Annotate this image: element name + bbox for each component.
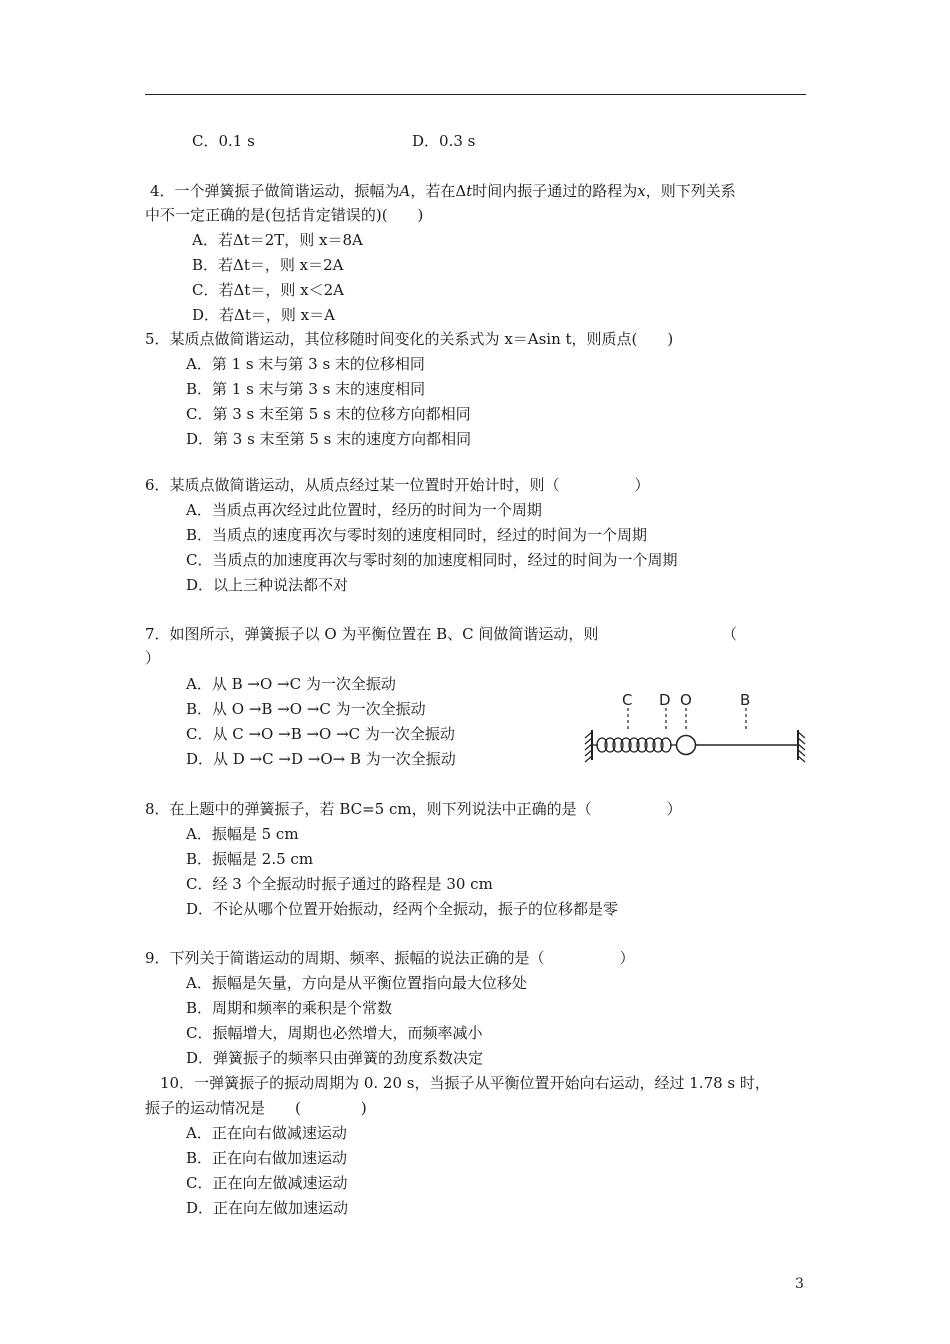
q7-option-d: D．从 D →C →D →O→ B 为一次全振动 [186,750,456,768]
q10-option-d: D．正在向左做加速运动 [186,1199,349,1217]
q7-stem: 7．如图所示，弹簧振子以 O 为平衡位置在 B、C 间做简谐运动，则 [145,625,599,643]
q4-option-d: D．若Δt＝，则 x＝A [192,306,335,324]
q8-stem: 8．在上题中的弹簧振子，若 BC=5 cm，则下列说法中正确的是（ ） [145,800,682,818]
q7-option-b: B．从 O →B →O →C 为一次全振动 [186,700,426,718]
q9-option-b: B．周期和频率的乘积是个常数 [186,999,393,1017]
q7-option-c: C．从 C →O →B →O →C 为一次全振动 [186,725,455,743]
label-c: C [622,691,633,709]
q3-option-d: D．0.3 s [412,132,476,150]
q8-option-a: A．振幅是 5 cm [186,825,299,843]
q6-option-b: B．当质点的速度再次与零时刻的速度相同时，经过的时间为一个周期 [186,526,648,544]
q10-option-b: B．正在向右做加速运动 [186,1149,348,1167]
q7-paren-close: ） [145,649,161,667]
header-rule [145,94,806,95]
q6-option-a: A．当质点再次经过此位置时，经历的时间为一个周期 [186,501,542,519]
q4-option-b: B．若Δt＝，则 x＝2A [192,256,344,274]
q10-option-c: C．正在向左做减速运动 [186,1174,348,1192]
spring [592,738,677,752]
q7-paren-open: （ [722,625,738,643]
q4-stem-line2: 中不一定正确的是(包括肯定错误的)( ) [145,206,424,224]
q10-option-a: A．正在向右做减速运动 [186,1124,347,1142]
label-o: O [680,691,692,709]
q6-stem: 6．某质点做简谐运动，从质点经过某一位置时开始计时，则（ ） [145,476,650,494]
q8-option-c: C．经 3 个全振动时振子通过的路程是 30 cm [186,875,493,893]
page-number: 3 [795,1276,804,1292]
q4-option-c: C．若Δt＝，则 x＜2A [192,281,344,299]
label-d: D [659,691,671,709]
q4-stem-line1: 4．一个弹簧振子做简谐运动，振幅为A，若在Δt时间内振子通过的路程为x，则下列关系 [150,182,736,200]
q6-option-d: D．以上三种说法都不对 [186,576,349,594]
q10-stem-line1: 10．一弹簧振子的振动周期为 0. 20 s，当振子从平衡位置开始向右运动，经过 1.78 s 时， [160,1074,770,1092]
q3-option-c: C．0.1 s [192,132,255,150]
label-b: B [740,691,751,709]
q5-option-a: A．第 1 s 末与第 3 s 末的位移相同 [186,355,425,373]
q10-stem-line2: 振子的运动情况是 ( ) [145,1099,367,1117]
position-markers [628,708,746,732]
q5-option-b: B．第 1 s 末与第 3 s 末的速度相同 [186,380,426,398]
q9-option-d: D．弹簧振子的频率只由弹簧的劲度系数决定 [186,1049,484,1067]
q9-option-a: A．振幅是矢量，方向是从平衡位置指向最大位移处 [186,974,527,992]
q8-option-b: B．振幅是 2.5 cm [186,850,314,868]
q6-option-c: C．当质点的加速度再次与零时刻的加速度相同时，经过的时间为一个周期 [186,551,678,569]
right-wall-hatch [798,732,805,762]
q9-stem: 9．下列关于简谐运动的周期、频率、振幅的说法正确的是（ ） [145,949,635,967]
q5-option-d: D．第 3 s 末至第 5 s 末的速度方向都相同 [186,430,472,448]
left-wall-hatch [585,732,592,762]
oscillator-ball [677,736,696,755]
q5-option-c: C．第 3 s 末至第 5 s 末的位移方向都相同 [186,405,471,423]
q5-stem: 5．某质点做简谐运动，其位移随时间变化的关系式为 x＝Asin t，则质点( ) [145,330,674,348]
q8-option-d: D．不论从哪个位置开始振动，经两个全振动，振子的位移都是零 [186,900,619,918]
q4-option-a: A．若Δt＝2T，则 x＝8A [192,231,363,249]
q9-option-c: C．振幅增大，周期也必然增大，而频率减小 [186,1024,483,1042]
q7-option-a: A．从 B →O →C 为一次全振动 [186,675,396,693]
spring-oscillator-figure [580,686,810,770]
